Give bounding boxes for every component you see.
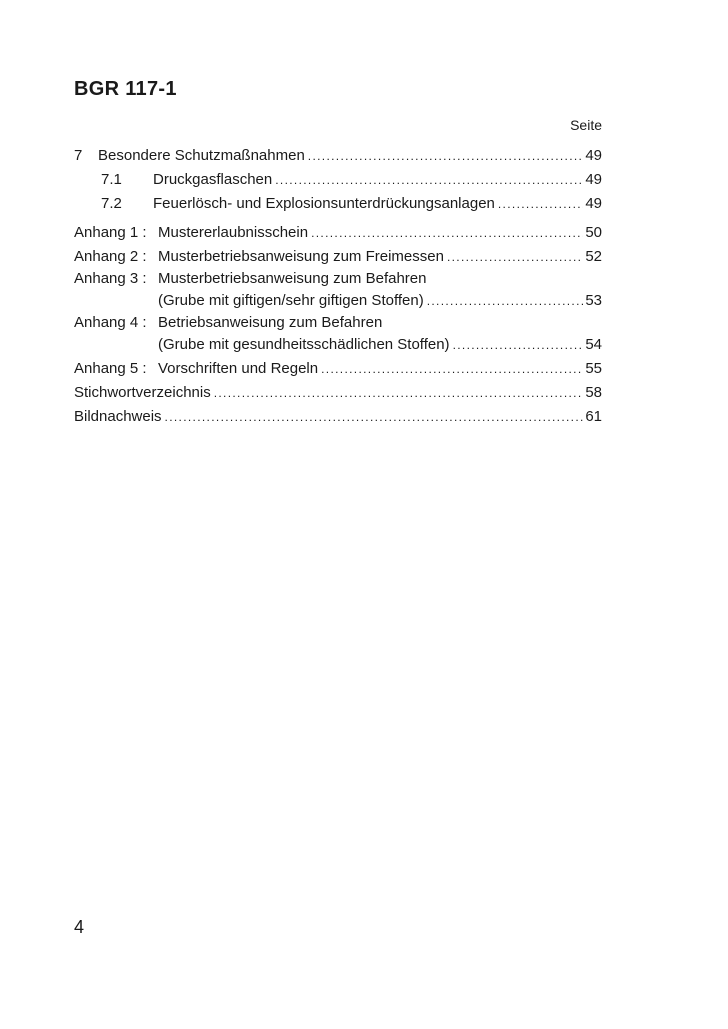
toc-subsection-7-1[interactable]: [74, 168, 602, 192]
toc-section-7[interactable]: [74, 144, 602, 168]
subsection-title: Druckgasflaschen: [153, 171, 273, 188]
dot-leader: [427, 289, 584, 313]
toc-anhang-1[interactable]: [74, 221, 602, 245]
toc-bildnachweis[interactable]: [74, 405, 602, 429]
anhang-page: 50: [585, 224, 602, 241]
anhang-title: Vorschriften und Regeln: [158, 360, 319, 377]
section-page: 49: [585, 147, 602, 164]
dot-leader: [311, 221, 583, 245]
anhang-subtitle: (Grube mit gesundheitsschädlichen Stoffen): [158, 336, 450, 353]
toc-anhang-4[interactable]: [74, 313, 602, 333]
document-code: BGR 117-1: [74, 78, 177, 100]
table-of-contents: [74, 144, 602, 429]
subsection-title: Feuerlösch- und Explosionsunterdrückungsanlagen: [153, 195, 495, 212]
toc-anhang-2[interactable]: [74, 245, 602, 269]
toc-anhang-5[interactable]: [74, 357, 602, 381]
anhang-title: Musterbetriebsanweisung zum Befahren: [158, 270, 427, 287]
index-page: 58: [585, 384, 602, 401]
anhang-page: 55: [585, 360, 602, 377]
image-credits-page: 61: [585, 408, 602, 425]
toc-anhang-3-continuation[interactable]: [74, 289, 602, 313]
anhang-title: Mustererlaubnisschein: [158, 224, 309, 241]
anhang-label: Anhang 5 :: [74, 360, 147, 377]
page-column-label: Seite: [570, 117, 602, 133]
anhang-page: 53: [585, 292, 602, 309]
anhang-title: Musterbetriebsanweisung zum Freimessen: [158, 248, 444, 265]
dot-leader: [308, 144, 584, 168]
subsection-page: 49: [585, 195, 602, 212]
toc-anhang-3[interactable]: [74, 269, 602, 289]
dot-leader: [447, 245, 583, 269]
dot-leader: [498, 192, 583, 216]
page-number: 4: [74, 917, 85, 937]
subsection-number: 7.1: [101, 171, 122, 188]
image-credits-title: Bildnachweis: [74, 408, 162, 425]
section-number: 7: [74, 147, 83, 164]
dot-leader: [275, 168, 583, 192]
dot-leader: [165, 405, 584, 429]
toc-subsection-7-2[interactable]: [74, 192, 602, 216]
dot-leader: [214, 381, 584, 405]
anhang-label: Anhang 2 :: [74, 248, 147, 265]
anhang-label: Anhang 3 :: [74, 270, 147, 287]
toc-anhang-4-continuation[interactable]: [74, 333, 602, 357]
anhang-label: Anhang 1 :: [74, 224, 147, 241]
index-title: Stichwortverzeichnis: [74, 384, 211, 401]
section-title: Besondere Schutzmaßnahmen: [98, 147, 305, 164]
anhang-page: 52: [585, 248, 602, 265]
subsection-page: 49: [585, 171, 602, 188]
anhang-label: Anhang 4 :: [74, 314, 147, 331]
toc-stichwortverzeichnis[interactable]: [74, 381, 602, 405]
anhang-title: Betriebsanweisung zum Befahren: [158, 314, 383, 331]
anhang-page: 54: [585, 336, 602, 353]
subsection-number: 7.2: [101, 195, 122, 212]
anhang-subtitle: (Grube mit giftigen/sehr giftigen Stoffen): [158, 292, 424, 309]
dot-leader: [321, 357, 583, 381]
dot-leader: [453, 333, 584, 357]
